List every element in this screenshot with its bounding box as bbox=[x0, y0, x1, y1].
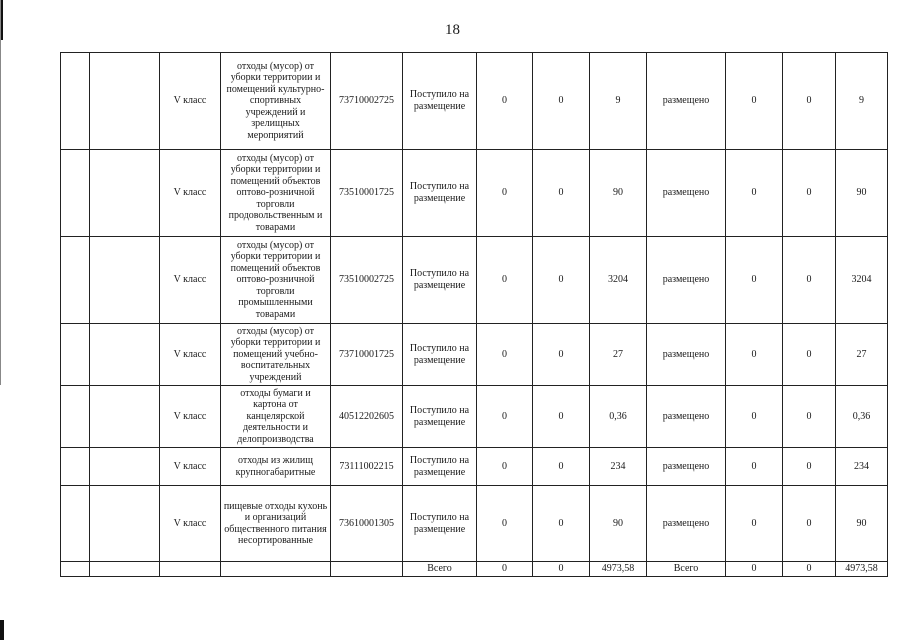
operation-cell: Поступило на размещение bbox=[403, 486, 477, 562]
blank-cell-1 bbox=[61, 324, 90, 386]
blank-cell-1 bbox=[61, 486, 90, 562]
scan-edge-line bbox=[0, 0, 1, 385]
value-a-cell: 0 bbox=[477, 237, 533, 324]
value-b-cell: 0 bbox=[533, 486, 590, 562]
hazard-class-cell: V класс bbox=[160, 53, 221, 150]
waste-code-cell: 73510001725 bbox=[331, 150, 403, 237]
quantity-cell: 234 bbox=[590, 448, 647, 486]
value-b-cell: 0 bbox=[533, 386, 590, 448]
page-number: 18 bbox=[445, 22, 460, 38]
blank-cell-1 bbox=[61, 53, 90, 150]
hazard-class-cell: V класс bbox=[160, 448, 221, 486]
waste-name-cell: отходы (мусор) от уборки территории и помещений объектов оптово-розничной торговли промышленными товарами bbox=[221, 237, 331, 324]
table-row bbox=[61, 150, 888, 237]
scan-edge-mark-bottom bbox=[0, 620, 4, 640]
table-row bbox=[61, 386, 888, 448]
total-blank-4 bbox=[221, 562, 331, 577]
table-row bbox=[61, 448, 888, 486]
waste-table bbox=[60, 52, 888, 577]
waste-name-cell: отходы (мусор) от уборки территории и помещений культурно-спортивных учреждений и зрелищных мероприятий bbox=[221, 53, 331, 150]
total-blank-1 bbox=[61, 562, 90, 577]
hazard-class-cell: V класс bbox=[160, 237, 221, 324]
total-value-d: 0 bbox=[726, 562, 783, 577]
table-row bbox=[61, 237, 888, 324]
value-d-cell: 0 bbox=[726, 324, 783, 386]
status-cell: размещено bbox=[647, 486, 726, 562]
total-label-left: Всего bbox=[403, 562, 477, 577]
value-d-cell: 0 bbox=[726, 53, 783, 150]
total-quantity-placed: 4973,58 bbox=[836, 562, 888, 577]
value-a-cell: 0 bbox=[477, 324, 533, 386]
waste-code-cell: 73510002725 bbox=[331, 237, 403, 324]
value-d-cell: 0 bbox=[726, 150, 783, 237]
value-b-cell: 0 bbox=[533, 53, 590, 150]
quantity-placed-cell: 9 bbox=[836, 53, 888, 150]
waste-code-cell: 73710001725 bbox=[331, 324, 403, 386]
table-row bbox=[61, 486, 888, 562]
blank-cell-1 bbox=[61, 448, 90, 486]
value-a-cell: 0 bbox=[477, 448, 533, 486]
blank-cell-2 bbox=[90, 150, 160, 237]
total-row bbox=[61, 562, 888, 577]
waste-name-cell: пищевые отходы кухонь и организаций общественного питания несортированные bbox=[221, 486, 331, 562]
blank-cell-2 bbox=[90, 486, 160, 562]
value-d-cell: 0 bbox=[726, 448, 783, 486]
hazard-class-cell: V класс bbox=[160, 386, 221, 448]
status-cell: размещено bbox=[647, 237, 726, 324]
operation-cell: Поступило на размещение bbox=[403, 448, 477, 486]
quantity-cell: 0,36 bbox=[590, 386, 647, 448]
blank-cell-1 bbox=[61, 150, 90, 237]
value-e-cell: 0 bbox=[783, 448, 836, 486]
status-cell: размещено bbox=[647, 324, 726, 386]
value-b-cell: 0 bbox=[533, 324, 590, 386]
blank-cell-1 bbox=[61, 237, 90, 324]
operation-cell: Поступило на размещение bbox=[403, 386, 477, 448]
quantity-cell: 90 bbox=[590, 150, 647, 237]
value-e-cell: 0 bbox=[783, 53, 836, 150]
total-blank-2 bbox=[90, 562, 160, 577]
quantity-placed-cell: 90 bbox=[836, 150, 888, 237]
status-cell: размещено bbox=[647, 386, 726, 448]
total-value-a: 0 bbox=[477, 562, 533, 577]
quantity-cell: 27 bbox=[590, 324, 647, 386]
table-body bbox=[61, 53, 888, 577]
operation-cell: Поступило на размещение bbox=[403, 150, 477, 237]
blank-cell-2 bbox=[90, 237, 160, 324]
value-b-cell: 0 bbox=[533, 150, 590, 237]
value-b-cell: 0 bbox=[533, 237, 590, 324]
operation-cell: Поступило на размещение bbox=[403, 53, 477, 150]
value-d-cell: 0 bbox=[726, 386, 783, 448]
quantity-cell: 3204 bbox=[590, 237, 647, 324]
waste-name-cell: отходы (мусор) от уборки территории и помещений объектов оптово-розничной торговли продовольственным и товарами bbox=[221, 150, 331, 237]
status-cell: размещено bbox=[647, 448, 726, 486]
quantity-cell: 9 bbox=[590, 53, 647, 150]
total-blank-3 bbox=[160, 562, 221, 577]
value-b-cell: 0 bbox=[533, 448, 590, 486]
waste-name-cell: отходы (мусор) от уборки территории и помещений учебно-воспитательных учреждений bbox=[221, 324, 331, 386]
status-cell: размещено bbox=[647, 53, 726, 150]
value-a-cell: 0 bbox=[477, 150, 533, 237]
waste-name-cell: отходы бумаги и картона от канцелярской деятельности и делопроизводства bbox=[221, 386, 331, 448]
table-row bbox=[61, 324, 888, 386]
waste-code-cell: 73111002215 bbox=[331, 448, 403, 486]
quantity-placed-cell: 234 bbox=[836, 448, 888, 486]
value-e-cell: 0 bbox=[783, 150, 836, 237]
hazard-class-cell: V класс bbox=[160, 486, 221, 562]
total-blank-5 bbox=[331, 562, 403, 577]
total-value-e: 0 bbox=[783, 562, 836, 577]
quantity-placed-cell: 90 bbox=[836, 486, 888, 562]
quantity-placed-cell: 3204 bbox=[836, 237, 888, 324]
blank-cell-2 bbox=[90, 386, 160, 448]
quantity-cell: 90 bbox=[590, 486, 647, 562]
waste-code-cell: 73710002725 bbox=[331, 53, 403, 150]
value-e-cell: 0 bbox=[783, 237, 836, 324]
operation-cell: Поступило на размещение bbox=[403, 237, 477, 324]
value-e-cell: 0 bbox=[783, 486, 836, 562]
waste-code-cell: 40512202605 bbox=[331, 386, 403, 448]
blank-cell-2 bbox=[90, 448, 160, 486]
total-label-right: Всего bbox=[647, 562, 726, 577]
waste-name-cell: отходы из жилищ крупногабаритные bbox=[221, 448, 331, 486]
blank-cell-1 bbox=[61, 386, 90, 448]
operation-cell: Поступило на размещение bbox=[403, 324, 477, 386]
hazard-class-cell: V класс bbox=[160, 150, 221, 237]
quantity-placed-cell: 27 bbox=[836, 324, 888, 386]
value-e-cell: 0 bbox=[783, 386, 836, 448]
value-e-cell: 0 bbox=[783, 324, 836, 386]
value-a-cell: 0 bbox=[477, 53, 533, 150]
blank-cell-2 bbox=[90, 324, 160, 386]
waste-code-cell: 73610001305 bbox=[331, 486, 403, 562]
value-a-cell: 0 bbox=[477, 486, 533, 562]
table-row bbox=[61, 53, 888, 150]
hazard-class-cell: V класс bbox=[160, 324, 221, 386]
quantity-placed-cell: 0,36 bbox=[836, 386, 888, 448]
total-value-b: 0 bbox=[533, 562, 590, 577]
total-quantity: 4973,58 bbox=[590, 562, 647, 577]
value-d-cell: 0 bbox=[726, 486, 783, 562]
value-d-cell: 0 bbox=[726, 237, 783, 324]
blank-cell-2 bbox=[90, 53, 160, 150]
status-cell: размещено bbox=[647, 150, 726, 237]
value-a-cell: 0 bbox=[477, 386, 533, 448]
